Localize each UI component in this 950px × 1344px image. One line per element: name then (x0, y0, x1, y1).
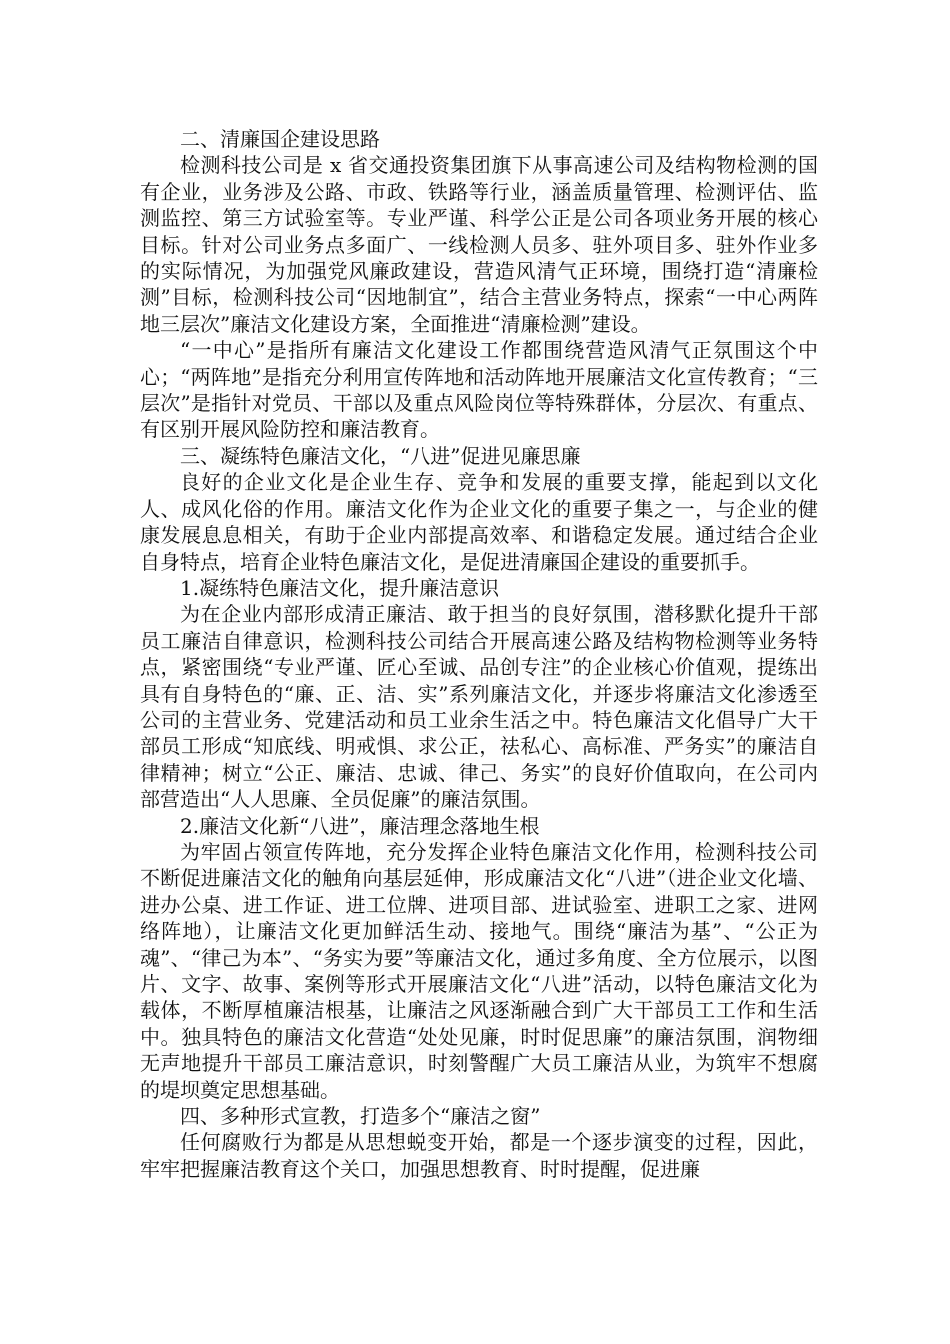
section-heading-2: 二、清廉国企建设思路 (180, 127, 380, 151)
section-heading-3: 三、凝练特色廉洁文化，“八进”促进见廉思廉 (180, 443, 581, 468)
paragraph: 为牢固占领宣传阵地，充分发挥企业特色廉洁文化作用，检测科技公司不断促进廉洁文化的触角向基层延伸，形成廉洁文化“八进”（进企业文化墙、进办公桌、进工作证、进工位牌、进项目部、进试验室、进职工之家、进网络阵地），让廉洁文化更加鲜活生动、接地气。围绕“廉洁为基”、“公正为魂”、“律己为本”、“务实为要”等廉洁文化，通过多角度、全方位展示，以图片、文字、故事、案例等形式开展廉洁文化“八进”活动，以特色廉洁文化为载体，不断厚植廉洁根基，让廉洁之风逐渐融合到广大干部员工工作和生活中。独具特色的廉洁文化营造“处处见廉，时时促思廉”的廉洁氛围，润物细无声地提升干部员工廉洁意识，时刻警醒广大员工廉洁从业，为筑牢不想腐的堤坝奠定思想基础。 (140, 839, 818, 1102)
paragraph: “一中心”是指所有廉洁文化建设工作都围绕营造风清气正氛围这个中心；“两阵地”是指充分利用宣传阵地和活动阵地开展廉洁文化宣传教育；“三层次”是指针对党员、干部以及重点风险岗位等特殊群体，分层次、有重点、有区别开展风险防控和廉洁教育。 (140, 338, 818, 442)
paragraph: 良好的企业文化是企业生存、竞争和发展的重要支撑，能起到以文化人、成风化俗的作用。廉洁文化作为企业文化的重要子集之一，与企业的健康发展息息相关，有助于企业内部提高效率、和谐稳定发展。通过结合企业自身特点，培育企业特色廉洁文化，是促进清廉国企建设的重要抓手。 (140, 470, 818, 574)
paragraph: 检测科技公司是 x 省交通投资集团旗下从事高速公司及结构物检测的国有企业，业务涉及公路、市政、铁路等行业，涵盖质量管理、检测评估、监测监控、第三方试验室等。专业严谨、科学公正是公司各项业务开展的核心目标。针对公司业务点多面广、一线检测人员多、驻外项目多、驻外作业多的实际情况，为加强党风廉政建设，营造风清气正环境，围绕打造“清廉检测”目标，检测科技公司“因地制宜”，结合主营业务特点，探索“一中心两阵地三层次”廉洁文化建设方案，全面推进“清廉检测”建设。 (140, 153, 818, 336)
paragraph: 为在企业内部形成清正廉洁、敢于担当的良好氛围，潜移默化提升干部员工廉洁自律意识，检测科技公司结合开展高速公路及结构物检测等业务特点，紧密围绕“专业严谨、匠心至诚、品创专注”的企业核心价值观，提练出具有自身特色的“廉、正、洁、实”系列廉洁文化，并逐步将廉洁文化渗透至公司的主营业务、党建活动和员工业余生活之中。特色廉洁文化倡导广大干部员工形成“知底线、明戒惧、求公正，祛私心、高标准、严务实”的廉洁自律精神；树立“公正、廉洁、忠诚、律己、务实”的良好价值取向，在公司内部营造出“人人思廉、全员促廉”的廉洁氛围。 (140, 602, 818, 812)
paragraph: 任何腐败行为都是从思想蜕变开始，都是一个逐步演变的过程，因此，牢牢把握廉洁教育这个关口，加强思想教育、时时提醒，促进廉 (140, 1130, 818, 1181)
subsection-heading-1: 1.凝练特色廉洁文化，提升廉洁意识 (180, 575, 500, 600)
document-page (140, 126, 818, 1182)
section-heading-4: 四、多种形式宣教，打造多个“廉洁之窗” (180, 1104, 541, 1129)
subsection-heading-2: 2.廉洁文化新“八进”，廉洁理念落地生根 (180, 813, 540, 838)
